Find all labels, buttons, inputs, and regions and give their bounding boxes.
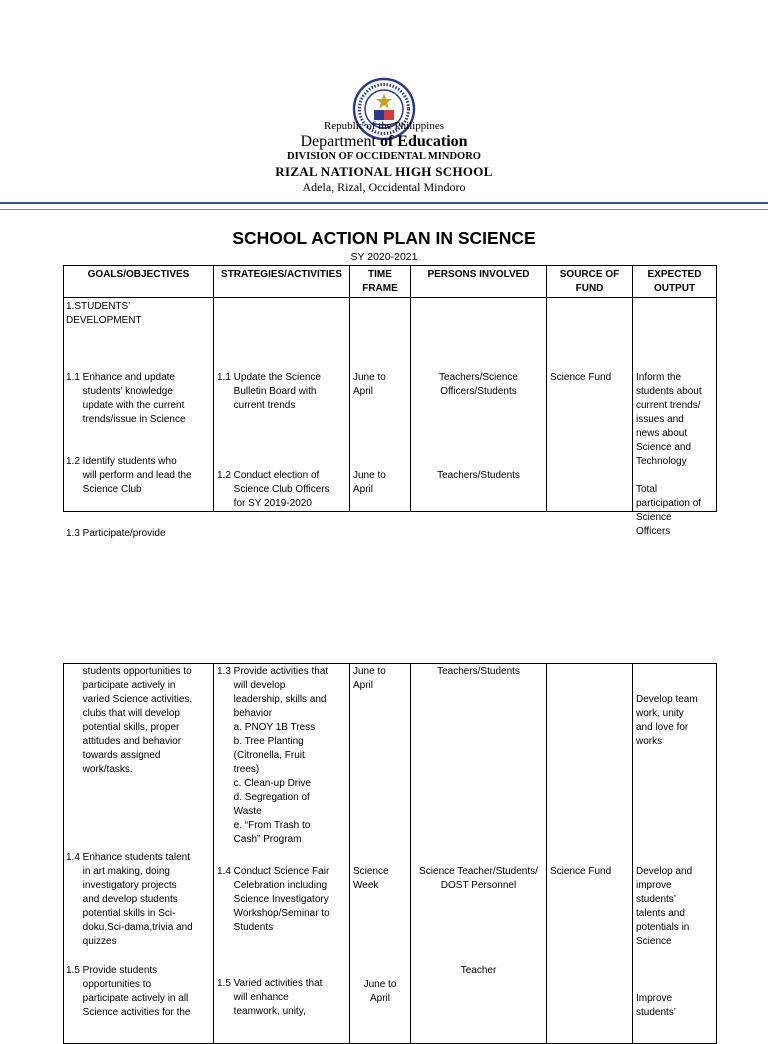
cell-line: students’	[636, 894, 677, 905]
cell-line: doku,Sci-dama,trivia and	[66, 922, 193, 933]
cell-line: Science Club Officers	[217, 484, 330, 495]
column-header: STRATEGIES/ACTIVITIES	[214, 266, 350, 298]
strategies-cell	[214, 664, 350, 1044]
cell-line: Week	[353, 880, 379, 891]
cell-line: potentials in	[636, 922, 690, 933]
cell-line: April	[353, 680, 374, 691]
cell-line: Science Investigatory	[217, 894, 329, 905]
cell-line: 1.4 Conduct Science Fair	[217, 866, 330, 877]
cell-line: Students	[217, 922, 274, 933]
header-department: Department of Education	[300, 133, 468, 150]
cell-line: leadership, skills and	[217, 694, 327, 705]
action-plan-table	[63, 265, 717, 539]
cell-line: June to	[353, 470, 386, 481]
cell-line: talents and	[636, 908, 685, 919]
goals-cell	[64, 664, 214, 1044]
time-cell	[350, 664, 411, 1044]
cell-line: Cash” Program	[217, 834, 302, 845]
cell-line: 1.4 Enhance students talent	[66, 852, 190, 863]
cell-line: April	[369, 993, 390, 1004]
cell-line: works	[636, 736, 663, 747]
cell-line: 1.2 Conduct election of	[217, 470, 320, 481]
cell-line: 1.3 Participate/provide	[66, 528, 166, 539]
cell-line: Teacher	[460, 965, 497, 976]
strategies-cell	[214, 298, 350, 512]
cell-line: Science Teacher/Students/	[419, 866, 538, 877]
cell-line: students about	[636, 386, 702, 397]
cell-line: Technology	[636, 456, 687, 467]
cell-line: will develop	[217, 680, 286, 691]
cell-line: 1.2 Identify students who	[66, 456, 177, 467]
cell-line: students’ knowledge	[66, 386, 173, 397]
cell-line: participate actively in all	[66, 993, 189, 1004]
cell-line: opportunities to	[66, 979, 152, 990]
column-header: TIME FRAME	[350, 266, 411, 298]
fund-cell	[547, 298, 633, 512]
cell-line: and love for	[636, 722, 689, 733]
cell-line: Teachers/Science	[439, 372, 518, 383]
document-title: SCHOOL ACTION PLAN IN SCIENCE	[232, 228, 536, 248]
cell-line: DOST Personnel	[440, 880, 517, 891]
cell-line: Workshop/Seminar to	[217, 908, 330, 919]
cell-line: 1.5 Varied activities that	[217, 978, 323, 989]
cell-line: participate actively in	[66, 680, 176, 691]
cell-line: Inform the	[636, 372, 682, 383]
cell-line: trends/issue in Science	[66, 414, 186, 425]
cell-line: investigatory projects	[66, 880, 177, 891]
cell-line: students’	[636, 1007, 677, 1018]
cell-line: Total	[636, 484, 658, 495]
header-republic: Republic of the Philippines	[323, 120, 445, 132]
cell-line: attitudes and behavior	[66, 736, 182, 747]
cell-line: June to	[363, 979, 397, 990]
persons-cell	[411, 298, 547, 512]
cell-line: April	[353, 484, 374, 495]
cell-line: a. PNOY 1B Tress	[217, 722, 316, 733]
persons-cell	[411, 664, 547, 1044]
output-cell	[633, 664, 717, 1044]
table-row	[64, 298, 717, 512]
cell-line: work, unity	[636, 708, 684, 719]
action-plan-table-continued	[63, 663, 717, 1044]
cell-line: b. Tree Planting	[217, 736, 304, 747]
time-cell	[350, 298, 411, 512]
cell-line: Science activities for the	[66, 1007, 191, 1018]
column-header: EXPECTED OUTPUT	[633, 266, 717, 298]
cell-line: Celebration including	[217, 880, 328, 891]
cell-line: June to	[353, 372, 386, 383]
cell-line: Teachers/Students	[437, 666, 520, 677]
table-row	[64, 664, 717, 1044]
cell-line: Teachers/Students	[437, 470, 520, 481]
cell-line: trees)	[217, 764, 260, 775]
output-cell	[633, 298, 717, 537]
cell-line: work/tasks.	[66, 764, 133, 775]
column-header: PERSONS INVOLVED	[411, 266, 547, 298]
cell-line: Bulletin Board with	[217, 386, 317, 397]
cell-line: in art making, doing	[66, 866, 170, 877]
cell-line: Develop team	[636, 694, 698, 705]
cell-line: (Citronella, Fruit	[217, 750, 305, 761]
table-header-row	[64, 266, 717, 298]
cell-line: Officers	[636, 526, 671, 537]
cell-line: will perform and lead the	[66, 470, 192, 481]
cell-line: Develop and	[636, 866, 693, 877]
cell-line: news about	[636, 428, 688, 439]
cell-line: participation of	[636, 498, 702, 509]
cell-line: Improve	[636, 993, 673, 1004]
cell-line: Science	[636, 936, 672, 947]
cell-line: behavior	[217, 708, 273, 719]
header-school: RIZAL NATIONAL HIGH SCHOOL	[275, 164, 493, 179]
cell-line: and develop students	[66, 894, 178, 905]
column-header: SOURCE OF FUND	[547, 266, 633, 298]
cell-line: potential skills, proper	[66, 722, 180, 733]
cell-line: c. Clean-up Drive	[217, 778, 311, 789]
goals-cell	[64, 298, 214, 539]
cell-line: will enhance	[217, 992, 289, 1003]
column-header: GOALS/OBJECTIVES	[64, 266, 214, 298]
cell-line: Science Fund	[550, 866, 612, 877]
cell-line: varied Science activities,	[66, 694, 193, 705]
cell-line: quizzes	[66, 936, 117, 947]
cell-line: d. Segregation of	[217, 792, 310, 803]
cell-line: Officers/Students	[440, 386, 517, 397]
cell-line: current trends	[217, 400, 296, 411]
cell-line: Science Fund	[550, 372, 612, 383]
cell-line: Science	[636, 512, 672, 523]
header-address: Adela, Rizal, Occidental Mindoro	[302, 180, 466, 194]
cell-line: Waste	[217, 806, 262, 817]
cell-line: DEVELOPMENT	[66, 315, 142, 326]
school-year: SY 2020-2021	[350, 251, 418, 263]
fund-cell	[547, 664, 633, 1044]
cell-line: 1.1 Enhance and update	[66, 372, 175, 383]
cell-line: 1.3 Provide activities that	[217, 666, 329, 677]
cell-line: for SY 2019-2020	[217, 498, 312, 509]
cell-line: current trends/	[636, 400, 701, 411]
header-divider	[0, 202, 768, 204]
cell-line: April	[353, 386, 374, 397]
cell-line: Science	[353, 866, 389, 877]
cell-line: students opportunities to	[66, 666, 192, 677]
cell-line: 1.5 Provide students	[66, 965, 158, 976]
cell-line: towards assigned	[66, 750, 161, 761]
cell-line: 1.1 Update the Science	[217, 372, 321, 383]
cell-line: June to	[353, 666, 386, 677]
header-division: DIVISION OF OCCIDENTAL MINDORO	[287, 151, 481, 162]
cell-line: teamwork, unity,	[217, 1006, 306, 1017]
cell-line: Science Club	[66, 484, 142, 495]
cell-line: e. “From Trash to	[217, 820, 311, 831]
cell-line: update with the current	[66, 400, 185, 411]
cell-line: issues and	[636, 414, 684, 425]
cell-line: clubs that will develop	[66, 708, 180, 719]
cell-line: potential skills in Sci-	[66, 908, 176, 919]
cell-line: Science and	[636, 442, 692, 453]
cell-line: 1.STUDENTS’	[66, 301, 131, 312]
cell-line: improve	[636, 880, 672, 891]
header-divider-thin	[0, 209, 768, 210]
